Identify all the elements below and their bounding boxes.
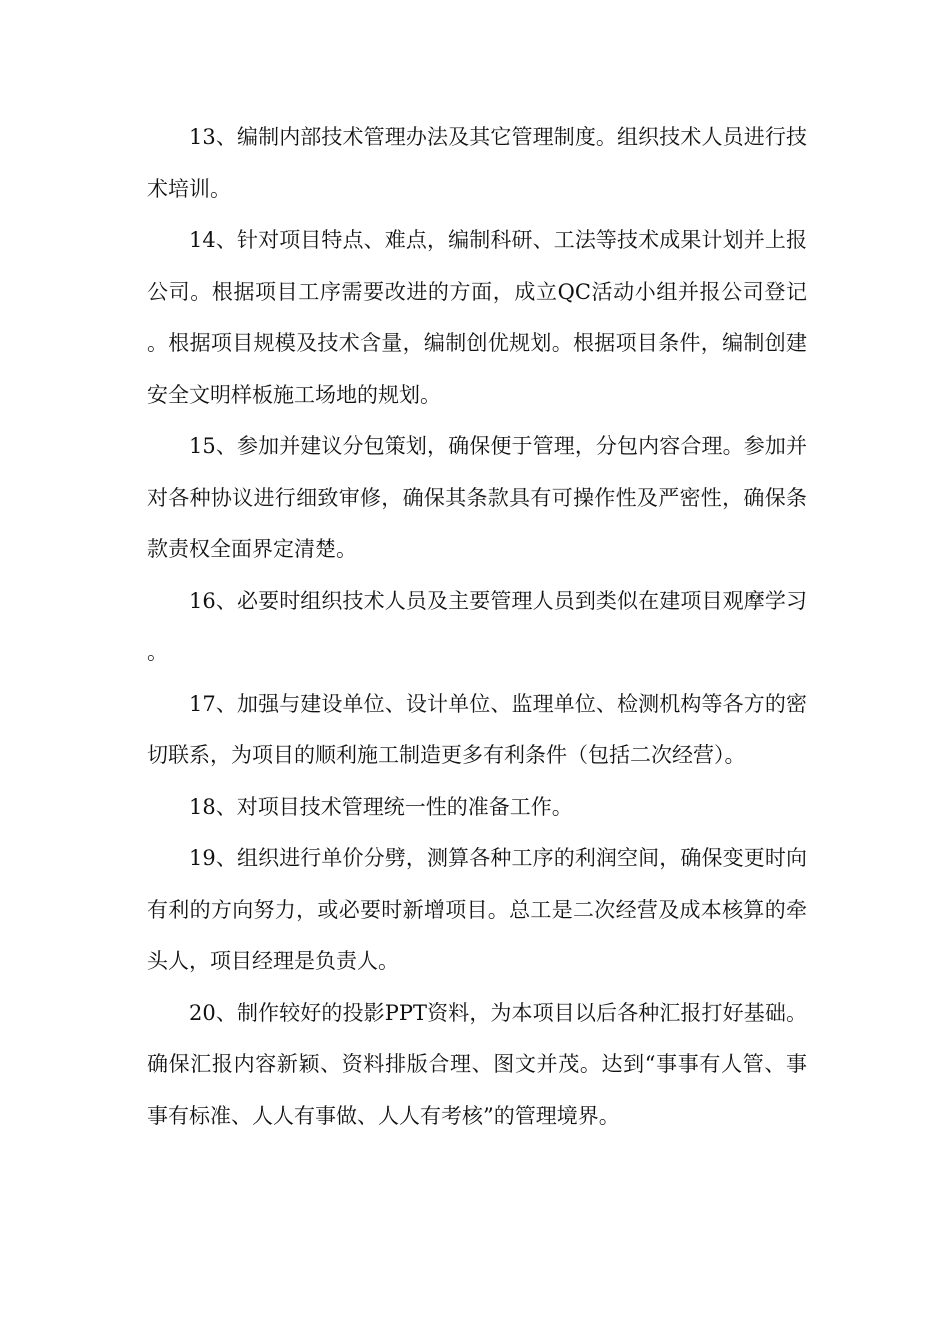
paragraph-13: 13、编制内部技术管理办法及其它管理制度。组织技术人员进行技术培训。 — [147, 125, 807, 201]
document-body — [147, 112, 807, 1142]
paragraph-14: 14、针对项目特点、难点，编制科研、工法等技术成果计划并上报公司。根据项目工序需要改进的方面，成立QC活动小组并报公司登记。根据项目规模及技术含量，编制创优规划。根据项目条件，编制创建安全文明样板施工场地的规划。 — [147, 228, 807, 407]
paragraph-16: 16、必要时组织技术人员及主要管理人员到类似在建项目观摩学习。 — [147, 588, 807, 664]
paragraph-18: 18、对项目技术管理统一性的准备工作。 — [189, 794, 573, 819]
paragraph-19: 19、组织进行单价分劈，测算各种工序的利润空间，确保变更时向有利的方向努力，或必要时新增项目。总工是二次经营及成本核算的牵头人，项目经理是负责人。 — [147, 846, 807, 973]
paragraph-17: 17、加强与建设单位、设计单位、监理单位、检测机构等各方的密切联系，为项目的顺利施工制造更多有利条件（包括二次经营）。 — [147, 691, 807, 767]
paragraph-15: 15、参加并建议分包策划，确保便于管理，分包内容合理。参加并对各种协议进行细致审修，确保其条款具有可操作性及严密性，确保条款责权全面界定清楚。 — [147, 434, 807, 561]
paragraph-20: 20、制作较好的投影PPT资料，为本项目以后各种汇报打好基础。确保汇报内容新颖、资料排版合理、图文并茂。达到“事事有人管、事事有标准、人人有事做、人人有考核”的管理境界。 — [147, 1000, 807, 1128]
